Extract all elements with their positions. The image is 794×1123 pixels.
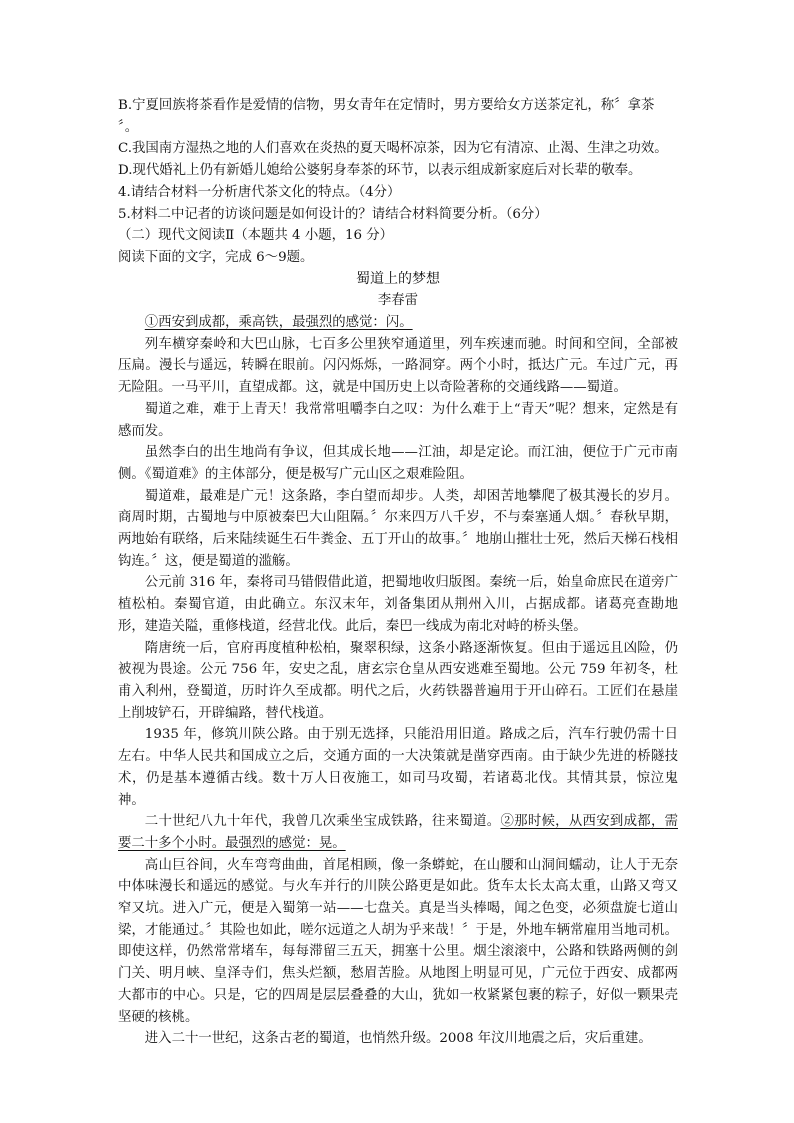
option-d: D.现代婚礼上仍有新婚儿媳给公婆躬身奉茶的环节，以表示组成新家庭后对长辈的敬奉。 — [118, 163, 642, 179]
option-b-line-2: 〞。 — [118, 119, 139, 135]
underlined-sentence-2b: 需要二十多个小时。最强烈的感觉：晃。 — [118, 814, 679, 851]
document-page — [118, 95, 678, 1050]
article-paragraph-4: 蜀道难，最难是广元！这条路，李白望而却步。人类，却困苦地攀爬了极其漫长的岁月。商周时期，古蜀地与中原被秦巴大山阻隔。〞尔来四万八千岁，不与秦塞通人烟。〞春秋早期，两地始有联络，后来陆续诞生石牛粪金、五丁开山的故事。〞地崩山摧壮士死，然后天梯石栈相钩连。〞这，便是蜀道的滥觞。 — [118, 488, 678, 569]
underlined-sentence-2a: ②那时候，从西安到成都， — [500, 814, 665, 830]
article-paragraph-5: 公元前 316 年，秦将司马错假借此道，把蜀地收归版图。秦统一后，始皇命庶民在道旁广植松柏。秦蜀官道，由此确立。东汉末年，刘备集团从荆州入川，占据成都。诸葛亮查勘地形，建造关隘，重修栈道，经营北伐。此后，秦巴一线成为南北对峙的桥头堡。 — [118, 575, 678, 634]
article-paragraph-8 — [118, 811, 678, 854]
article-paragraph-1: 列车横穿秦岭和大巴山脉，七百多公里狭窄通道里，列车疾速而驰。时间和空间，全部被压扁。漫长与遥远，转瞬在眼前。闪闪烁烁，一路洞穿。两个小时，抵达广元。车过广元，再无险阻。一马平川，直望成都。这，就是中国历史上以奇险著称的交通线路——蜀道。 — [118, 336, 678, 396]
option-b — [118, 95, 678, 138]
article-paragraph-9: 高山巨谷间，火车弯弯曲曲，首尾相顾，像一条蟒蛇，在山腰和山洞间蠕动，让人于无奈中体味漫长和遥远的感觉。与火车并行的川陕公路更是如此。货车太长太高太重，山路又弯又窄又坑。进入广元，便是入蜀第一站——七盘关。真是当头棒喝，闻之色变，必须盘旋七道山梁，才能通过。〞其险也如此，嗟尔远道之人胡为乎来哉！〞于是，外地车辆常雇用当地司机。即使这样，仍然常常堵车，每每滞留三五天，拥塞十公里。烟尘滚滚中，公路和铁路两侧的剑门关、明月峡、皇泽寺们，焦头烂额，愁眉苦脸。从地图上明显可见，广元位于西安、成都两大都市的中心。只是，它的四周是层层叠叠的大山，犹如一枚紧紧包裹的粽子，好似一颗果壳坚硬的核桃。 — [118, 857, 678, 1025]
article-paragraph-6: 隋唐统一后，官府再度植种松柏，聚翠积绿，这条小路逐渐恢复。但由于遥远且凶险，仍被视为畏途。公元 756 年，安史之乱，唐玄宗仓皇从西安逃难至蜀地。公元 759 年初冬，杜甫入利州，登蜀道，历时许久至成都。明代之后，火药铁器普遍用于开山碎石。工匠们在悬崖上削坡铲石，开辟编路，替代栈道。 — [118, 640, 678, 721]
section-heading: （二）现代文阅读Ⅱ（本题共 4 小题，16 分） — [118, 228, 394, 244]
article-paragraph-7: 1935 年，修筑川陕公路。由于别无选择，只能沿用旧道。路成之后，汽车行驶仍需十日左右。中华人民共和国成立之后，交通方面的一大决策就是凿穿西南。由于缺少先进的桥隧技术，仍是基本遵循古线。数十万人日夜施工，如司马攻蜀，若诸葛北伐。其情其景，惊泣鬼神。 — [118, 727, 678, 808]
article-paragraph-3: 虽然李白的出生地尚有争议，但其成长地——江油，却是定论。而江油，便位于广元市南侧。《蜀道难》的主体部分，便是极写广元山区之艰难险阻。 — [118, 445, 678, 482]
option-c: C.我国南方湿热之地的人们喜欢在炎热的夏天喝杯凉茶，因为它有清凉、止渴、生津之功效。 — [118, 141, 668, 157]
underlined-sentence-1: ①西安到成都，乘高铁，最强烈的感觉：闪。 — [144, 315, 413, 331]
question-4: 4.请结合材料一分析唐代茶文化的特点。（4分） — [118, 184, 401, 200]
article-paragraph-2: 蜀道之难，难于上青天！我常常咀嚼李白之叹：为什么难于上“青天”呢？想来，定然是有感而发。 — [118, 401, 678, 439]
question-5: 5.材料二中记者的访谈问题是如何设计的？请结合材料简要分析。（6分） — [118, 206, 548, 222]
article-paragraph-10: 进入二十一世纪，这条古老的蜀道，也悄然升级。2008 年汶川地震之后，灾后重建。 — [144, 1031, 652, 1047]
paragraph-8-text: 二十世纪八九十年代，我曾几次乘坐宝成铁路，往来蜀道。 — [144, 814, 501, 830]
article-author: 李春雷 — [377, 293, 419, 309]
option-b-line-1: B.宁夏回族将茶看作是爱情的信物，男女青年在定情时，男方要给女方送茶定礼，称〞拿茶 — [118, 98, 655, 113]
article-subheading-1 — [118, 312, 678, 334]
article-title: 蜀道上的梦想 — [356, 270, 440, 287]
section-instruction: 阅读下面的文字，完成 6～9题。 — [118, 249, 314, 265]
